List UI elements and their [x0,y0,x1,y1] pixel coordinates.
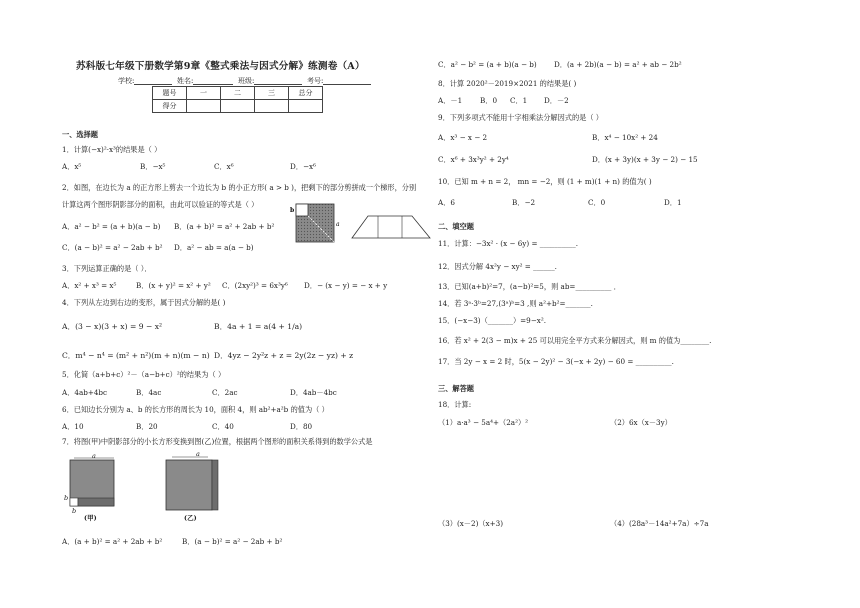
section-fill: 二、填空题 [438,222,474,231]
score-cell: 一 [187,87,221,100]
q4-option-a[interactable]: A．(3 − x)(3 + x) = 9 − x² [62,322,163,331]
q10-option-b[interactable]: B．−2 [512,198,536,207]
q10-option-a[interactable]: A．6 [438,198,455,207]
q9-option-b[interactable]: B．x⁴ − 10x² + 24 [592,133,658,142]
question-7: 7．将图(甲)中阴影部分的小长方形变换到图(乙)位置，根据两个图形的面积关系得到的数学公式是 [62,437,373,446]
class-line [254,84,302,85]
score-input-cell[interactable] [187,100,221,113]
score-cell: 总分 [289,87,323,100]
question-3: 3．下列运算正确的是（ ）． [62,264,152,273]
question-8: 8．计算 2020²－2019×2021 的结果是( ) [438,79,577,88]
q1-option-d[interactable]: D．−x⁶ [290,162,316,171]
question-18-2: （2）6x（x－3y） [610,418,672,427]
question-18: 18．计算: [438,400,472,409]
q7-option-c[interactable]: C．a² − b² = (a + b)(a − b) [438,60,537,69]
question-18-1: （1）a·a³ − 5a⁴+（2a²）² [438,418,529,427]
q6-option-d[interactable]: D．80 [290,422,313,431]
q6-option-c[interactable]: C．40 [212,422,234,431]
q7-option-d[interactable]: D．(a + 2b)(a − b) = a² + ab − 2b² [554,60,682,69]
question-2-line1: 2．如图，在边长为 a 的正方形上剪去一个边长为 b 的小正方形( a > b )，把剩下的部分剪拼成一个梯形，分别 [62,183,417,192]
q3-option-c[interactable]: C．(2xy²)³ = 6x³y⁶ [222,281,288,290]
score-table-row [153,87,323,100]
q5-option-a[interactable]: A．4ab+4bc [62,388,108,397]
question-17: 17．当 2y − x = 2 时，5(x − 2y)² − 3(−x + 2y) − 60 = __________. [438,357,674,366]
examno-label: 考号: [307,77,324,85]
q5-option-c[interactable]: C．2ac [212,388,238,397]
q8-option-d[interactable]: D．－2 [544,96,569,105]
question-5: 5．化简（a+b+c）²－（a−b+c）²的结果为（ ） [62,370,226,379]
question-2-line2: 计算这两个图形阴影部分的面积，由此可以验证的等式是（ ） [62,200,259,209]
q7-figure-yi [160,454,222,516]
q2-trapezoid-figure [350,212,434,242]
name-label: 姓名: [177,77,194,85]
q2-square-figure [288,200,344,246]
q9-option-a[interactable]: A．x³ − x − 2 [438,133,488,142]
score-cell: 得分 [153,100,187,113]
q3-option-d[interactable]: D．− (x − y) = − x + y [304,281,388,290]
q6-option-a[interactable]: A．10 [62,422,84,431]
question-12: 12．因式分解 4x²y − xy² = ______. [438,262,557,271]
q1-option-b[interactable]: B．−x⁵ [140,162,166,171]
q3-option-b[interactable]: B．(x + y)² = x² + y² [136,281,211,290]
q7-yi-caption: (乙) [184,514,197,522]
q2-option-c[interactable]: C．(a − b)² = a² − 2ab + b² [62,243,163,252]
score-cell: 二 [221,87,255,100]
section-choice: 一、选择题 [62,130,98,139]
score-input-cell[interactable] [255,100,289,113]
question-9: 9．下列多项式不能用十字相乘法分解因式的是（ ） [438,113,603,122]
examno-line [323,84,371,85]
score-cell: 题号 [153,87,187,100]
q2-option-b[interactable]: B．(a + b)² = a² + 2ab + b² [174,222,275,231]
svg-text:a: a [336,221,340,228]
question-13: 13．已知(a+b)²=7，(a−b)²=5，则 ab=__________ ． [438,282,621,291]
section-answer: 三、解答题 [438,384,474,393]
question-18-3: （3）(x－2)（x+3) [438,519,504,528]
q4-option-c[interactable]: C．m⁴ − n⁴ = (m² + n²)(m + n)(m − n) [62,351,210,360]
question-10: 10．已知 m + n = 2， mn = −2，则 (1 + m)(1 + n) 的值为( ) [438,177,652,186]
svg-text:b: b [290,207,295,214]
q6-option-b[interactable]: B．20 [136,422,158,431]
q7-jia-label-b: b [64,494,69,502]
school-label: 学校: [118,77,135,85]
q10-option-d[interactable]: D．1 [664,198,682,207]
q7-option-b[interactable]: B．(a − b)² = a² − 2ab + b² [182,537,283,546]
score-table-row [153,100,323,113]
question-15: 15．(−x−3)（_______）=9−x². [438,316,546,325]
q8-option-c[interactable]: C．1 [510,96,528,105]
question-18-4: （4）(28a³－14a²+7a）÷7a [610,519,709,528]
class-label: 班级: [238,77,255,85]
q7-jia-label-b2: b [72,507,77,515]
q4-option-d[interactable]: D．4yz − 2y²z + z = 2y(2z − yz) + z [214,351,354,360]
q8-option-a[interactable]: A．－1 [438,96,463,105]
score-cell: 三 [255,87,289,100]
q2-option-a[interactable]: A．a² − b² = (a + b)(a − b) [62,222,161,231]
q5-option-b[interactable]: B．4ac [136,388,162,397]
question-11: 11．计算：−3x² · (x − 6y) = __________. [438,239,578,248]
question-14: 14．若 3ᵃ·3ᵇ=27,(3ᵃ)ᵇ=3 ,则 a²+b²=_______. [438,299,593,308]
question-6: 6．已知边长分别为 a、b 的长方形的周长为 10，面积 4，则 ab²+a²b 的值为（ ） [62,405,329,414]
score-input-cell[interactable] [289,100,323,113]
q3-option-a[interactable]: A．x² + x³ = x⁵ [62,281,117,290]
score-input-cell[interactable] [221,100,255,113]
page-title: 苏科版七年级下册数学第9章《整式乘法与因式分解》练测卷（A） [76,61,365,72]
school-line [134,84,172,85]
q7-yi-label-a: a [196,450,200,458]
q4-option-b[interactable]: B．4a + 1 = a(4 + 1/a) [214,322,303,331]
q2-option-d[interactable]: D．a² − ab = a(a − b) [174,243,254,252]
q7-jia-label-a: a [92,452,96,460]
q8-option-b[interactable]: B．0 [480,96,498,105]
q5-option-d[interactable]: D．4ab－4bc [290,388,337,397]
q9-option-c[interactable]: C．x⁶ + 3x³y² + 2y⁴ [438,155,509,164]
q1-option-a[interactable]: A．x⁵ [62,162,82,171]
q7-jia-caption: (甲) [84,514,97,522]
score-table [152,86,323,113]
q9-option-d[interactable]: D．(x + 3y)(x + 3y − 2) − 15 [592,155,698,164]
name-line [193,84,233,85]
question-1: 1．计算(−x)²·x³的结果是（ ） [62,145,162,154]
question-16: 16．若 x² + 2(3 − m)x + 25 可以用完全平方式来分解因式，则 m 的值为________. [438,336,712,345]
q10-option-c[interactable]: C．0 [588,198,606,207]
q7-option-a[interactable]: A．(a + b)² = a² + 2ab + b² [62,537,163,546]
q1-option-c[interactable]: C．x⁶ [214,162,234,171]
question-4: 4．下列从左边到右边的变形，属于因式分解的是( ) [62,298,226,307]
